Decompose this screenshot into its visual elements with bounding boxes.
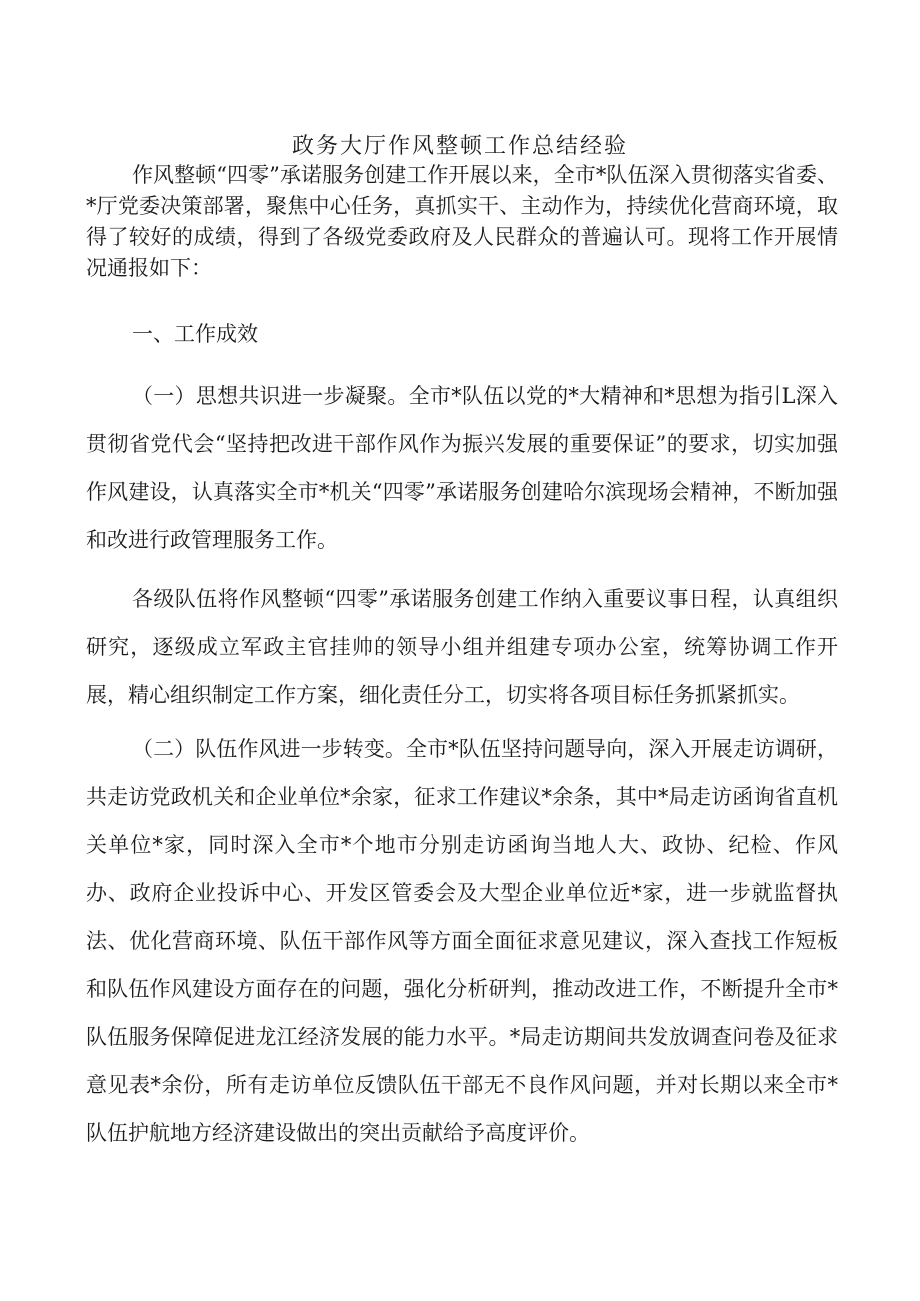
document-title: 政务大厅作风整顿工作总结经验: [291, 134, 628, 159]
section-heading-work-results: 一、工作成效: [132, 322, 258, 346]
intro-paragraph: 作风整顿“四零”承诺服务创建工作开展以来，全市*队伍深入贯彻落实省委、*厅党委决策部署，聚焦中心任务，真抓实干、主动作为，持续优化营商环境，取得了较好的成绩，得到了各级党委政府及人民群众的普遍认可。现将工作开展情况通报如下：: [86, 163, 838, 280]
paragraph-team-style: （二）队伍作风进一步转变。全市*队伍坚持问题导向，深入开展走访调研，共走访党政机关和企业单位*余家，征求工作建议*余条，其中*局走访函询省直机关单位*家，同时深入全市*个地市分别走访函询当地人大、政协、纪检、作风办、政府企业投诉中心、开发区管委会及大型企业单位近*家，进一步就监督执法、优化营商环境、队伍干部作风等方面全面征求意见建议，深入查找工作短板和队伍作风建设方面存在的问题，强化分析研判，推动改进工作，不断提升全市*队伍服务保障促进龙江经济发展的能力水平。*局走访期间共发放调查问卷及征求意见表*余份，所有走访单位反馈队伍干部无不良作风问题，并对长期以来全市*队伍护航地方经济建设做出的突出贡献给予高度评价。: [86, 737, 838, 1145]
paragraph-ideological-consensus: （一）思想共识进一步凝聚。全市*队伍以党的*大精神和*思想为指引L深入贯彻省党代会“坚持把改进干部作风作为振兴发展的重要保证”的要求，切实加强作风建设，认真落实全市*机关“四零”承诺服务创建哈尔滨现场会精神，不断加强和改进行政管理服务工作。: [86, 384, 838, 552]
paragraph-organization: 各级队伍将作风整顿“四零”承诺服务创建工作纳入重要议事日程，认真组织研究，逐级成立军政主官挂帅的领导小组并组建专项办公室，统筹协调工作开展，精心组织制定工作方案，细化责任分工，切实将各项目标任务抓紧抓实。: [86, 587, 838, 707]
